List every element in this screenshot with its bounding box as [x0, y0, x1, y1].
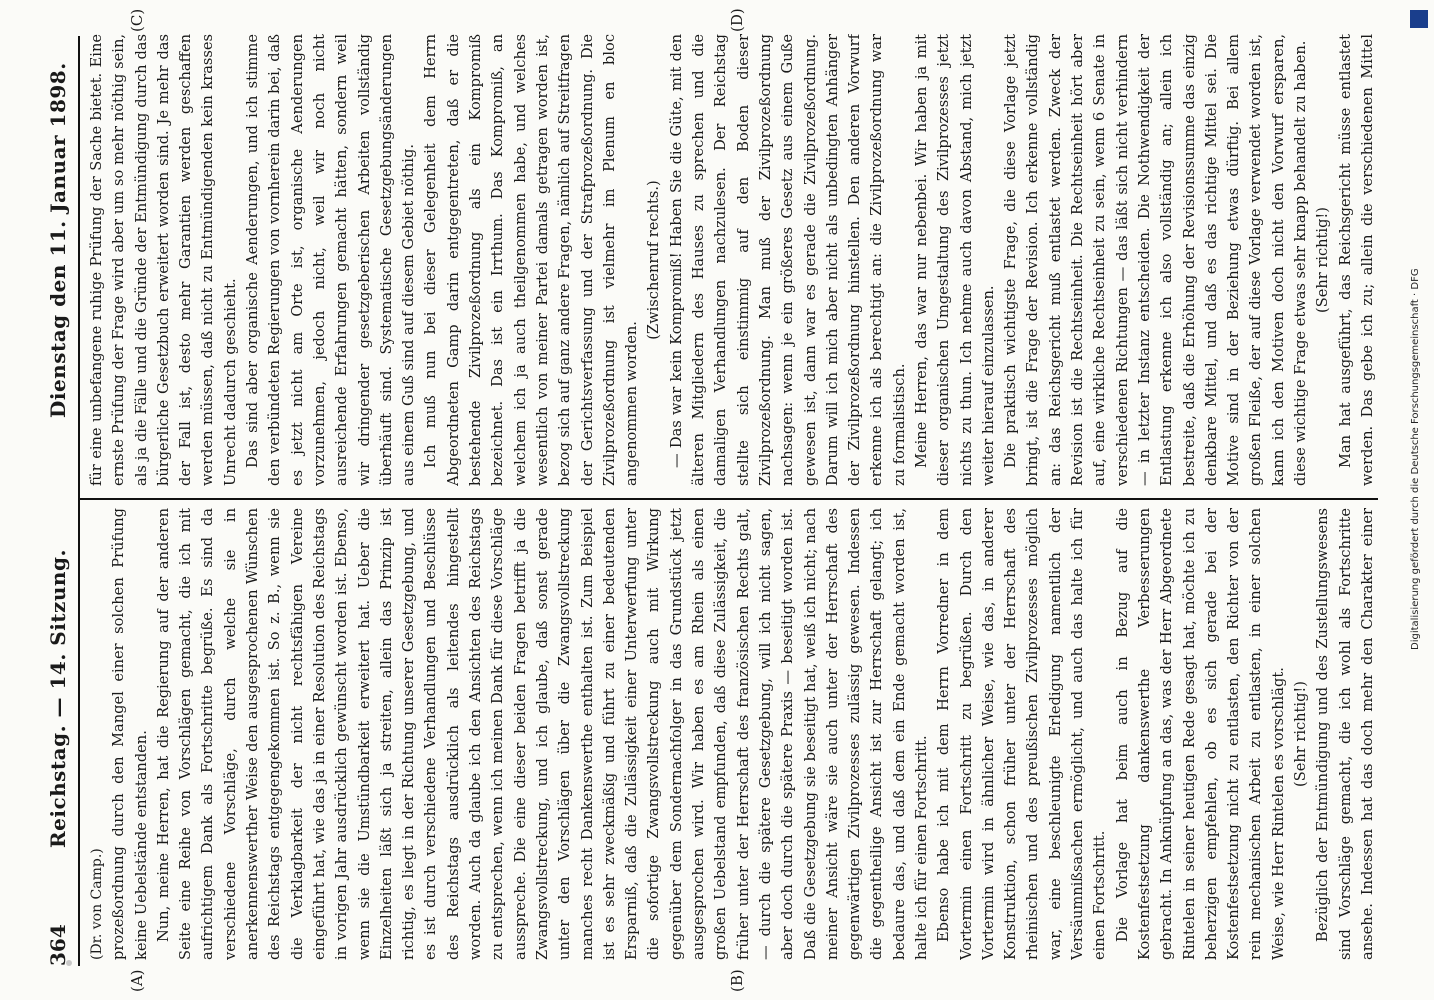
right-paragraph: Ich muß nun bei dieser Gelegenheit dem Herrn Abgeordneten Gamp darin entgegentreten, daß er die bestehende Zivilprozeßordnung als ein Kompromiß bezeichnet. Das ist ein Irrthum. Das Kompromiß, an welchem ich ja auch theilgenommen habe, und welches wesentlich von meiner Partei damals getragen worden ist, bezog sich auf ganz andere Fragen, nämlich auf Streitfragen der Gerichtsverfassung und der Strafprozeßordnung. Die Zivilprozeßordnung ist vielmehr im Plenum en bloc angenommen worden. [422, 34, 641, 486]
header-session: Reichstag. — 14. Sitzung. [46, 549, 70, 848]
margin-marker-d: (D) [728, 8, 746, 32]
interjection-note: (Zwischenruf rechts.) [645, 180, 663, 340]
left-column [86, 508, 1376, 960]
page-number: 364 [46, 924, 70, 966]
header-rule [78, 36, 80, 966]
applause-note: (Sehr richtig!) [1292, 681, 1310, 787]
left-paragraph: Nun, meine Herren, hat die Regierung auf der anderen Seite eine Reihe von Vorschlägen gemacht, die ich mit aufrichtigem Dank als Fortschritte begrüße. Es sind da verschiedene Vorschläge, durch welche sie in anerkennenswerther Weise den ausgesprochenen Wünschen des Reichstags entgegengekommen ist. So z. B., wenn sie die Verklagbarkeit der nicht rechtsfähigen Vereine eingeführt hat, wie das ja in einer Resolution des Reichstags in vorigen Jahr ausdrücklich gewünscht worden ist. Ebenso, wenn sie die Umstündbarkeit erweitert hat. Ueber die Einzelheiten läßt sich ja streiten, allein das Prinzip ist richtig, es liegt in der Richtung unserer Gesetzgebung, und es ist durch verschiedene Verhandlungen und Beschlüsse des Reichstags ausdrücklich als leitendes hingestellt worden. Auch da glaube ich den Ansichten des Reichstags zu entsprechen, wenn ich meinen Dank für diese Vorschläge ausspreche. Die eine dieser beiden Fragen betrifft ja die Zwangsvollstreckung, und ich glaube, daß sonst gerade unter den Vorschlägen über die Zwangsvollstreckung manches recht Dankenswerthe enthalten ist. Zum Beispiel ist es sehr zweckmäßig und führt zu einer bedeutenden Ersparniß, daß die Zulässigkeit einer Unterwerfung unter die sofortige Zwangsvollstreckung auch mit Wirkung gegenüber dem Sondernachfolger in das Grundstück jetzt ausgesprochen wird. Wir haben es am Rhein als einen großen Uebelstand empfunden, daß diese Zulässigkeit, die früher unter der Herrschaft des französischen Rechts galt, — durch die spätere Gesetzgebung, will ich nicht sagen, aber doch durch die spätere Praxis — beseitigt worden ist. Daß die Gesetzgebung sie beseitigt hat, weiß ich nicht; nach meiner Ansicht wäre sie auch unter der Herrschaft des gegenwärtigen Zivilprozesses zulässig gewesen. Indessen die gegentheilige Ansicht ist zur Herrschaft gelangt; ich bedaure das, und daß dem ein Ende gemacht worden ist, halte ich für einen Fortschritt. [154, 508, 930, 960]
right-paragraph: — Das war kein Kompromiß! Haben Sie die Güte, mit den älteren Mitgliedern des Hauses zu sprechen und die damaligen Verhandlungen nachzulesen. Der Reichstag stellte sich einstimmig auf den Boden dieser Zivilprozeßordnung. Man muß der Zivilprozeßordnung nachsagen: wenn je ein größeres Gesetz aus einem Guße gewesen ist, dann war es gerade die Zivilprozeßordnung. Darum will ich mich aber nicht als unbedingten Anhänger der Zivilprozeßordnung hinstellen. Den anderen Vorwurf erkenne ich als berechtigt an: die Zivilprozeßordnung war zu formalistisch. [667, 34, 908, 486]
right-paragraph: Man hat ausgeführt, das Reichsgericht müsse entlastet werden. Das gebe ich zu; allein die verschiedenen Mittel [1336, 34, 1376, 486]
right-paragraph: Die praktisch wichtigste Frage, die diese Vorlage jetzt bringt, ist die Frage der Revision. Ich erkenne vollständig an: das Reichsgericht muß entlastet werden. Zweck der Revision ist die Rechtseinheit. Die Rechtseinheit hört aber auf, eine wirkliche Rechtseinheit zu sein, wenn 6 Senate in verschiedenen Richtungen — das läßt sich nicht verhindern — in letzter Instanz entscheiden. Die Nothwendigkeit der Entlastung erkenne ich also vollständig an; allein ich bestreite, daß die Erhöhung der Revisionssumme das einzig denkbare Mittel, und daß es das richtige Mittel sei. Die Motive sind in der Beziehung etwas dürftig. Bei allem großen Fleiße, der auf diese Vorlage verwendet worden ist, kann ich den Motiven doch nicht den Vorwurf ersparen, diese wichtige Frage etwas sehr knapp behandelt zu haben. [1002, 34, 1310, 486]
column-divider [78, 498, 1378, 500]
right-column [86, 34, 1376, 486]
page-header [38, 34, 78, 966]
left-paragraph: Ebenso habe ich mit dem Herrn Vorredner in dem Vortermin einen Fortschritt zu begrüßen. Durch den Vortermin wird in ähnlicher Weise, wie das, in anderer Konstruktion, schon früher unter der Herrschaft des rheinischen und des preußischen Zivilprozesses möglich war, eine beschleunigte Erledigung namentlich der Versäumnißsachen ermöglicht, und auch das halte ich für einen Fortschritt. [935, 508, 1109, 960]
margin-marker-c: (C) [128, 8, 146, 32]
dfg-sidebar [1410, 10, 1428, 650]
left-paragraph: Die Vorlage hat beim auch in Bezug auf die Kostenfestsetzung dankenswerthe Verbesserungen gebracht. In Anknüpfung an das, was der Herr Abgeordnete Rintelen in seiner heutigen Rede gesagt hat, möchte ich zu beherzigen empfehlen, ob es sich gerade bei der Kostenfestsetzung nicht zu entlasten, den Richter von der rein mechanischen Arbeit zu entlasten, in einer solchen Weise, wie Herr Rintelen es vorschlägt. [1113, 508, 1287, 960]
dfg-sidebar-text: Digitalisierung gefördert durch die Deutsche Forschungsgemeinschaft · DFG [1410, 268, 1421, 650]
margin-marker-b: (B) [728, 969, 746, 992]
left-paragraph: Bezüglich der Entmündigung und des Zustellungswesens sind Vorschläge gemacht, die ich wohl als Fortschritte ansehe. Indessen hat das doch mehr den Charakter einer [1314, 508, 1376, 960]
header-date: Dienstag den 11. Januar 1898. [46, 62, 70, 418]
dfg-logo-icon [1410, 10, 1428, 28]
right-paragraph: für eine unbefangene ruhige Prüfung der Sache bietet. Eine ernste Prüfung der Frage wird aber um so mehr nöthig sein, als ja die Fälle und die Gründe der Entmündigung durch das bürgerliche Gesetzbuch erweitert worden sind. Je mehr das der Fall ist, desto mehr Garantien werden geschaffen werden müssen, daß nicht zu Entmündigenden kein krasses Unrecht dadurch geschieht. [88, 34, 239, 486]
applause-note: (Sehr richtig!) [1314, 207, 1332, 313]
left-paragraph: prozeßordnung durch den Mangel einer solchen Prüfung keine Uebelstände entstanden. [110, 508, 150, 960]
right-paragraph: Meine Herren, das war nur nebenbei. Wir haben ja mit dieser organischen Umgestaltung des Zivilprozesses jetzt nichts zu thun. Ich nehme auch davon Abstand, mich jetzt weiter hierauf einzulassen. [912, 34, 997, 486]
speaker-label: (Dr. von Camp.) [89, 848, 105, 960]
right-paragraph: Das sind aber organische Aenderungen, und ich stimme den verbündeten Regierungen von vornherein darin bei, daß es jetzt nicht am Orte ist, organische Aenderungen vorzunehmen, jedoch nicht, weil wir noch nicht ausreichende Erfahrungen gemacht hätten, sondern weil wir dringender gesetzgeberischen Arbeiten vollständig überhäuft sind. Systematische Gesetzgebungsänderungen aus einem Guß sind auf diesem Gebiet nöthig. [244, 34, 418, 486]
margin-marker-a: (A) [128, 969, 146, 992]
